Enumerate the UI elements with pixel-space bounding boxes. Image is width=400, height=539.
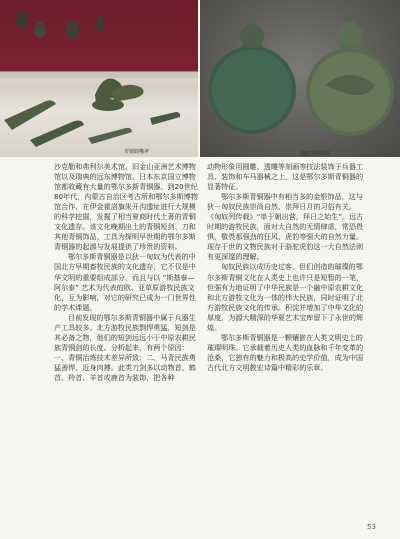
caption-left: 青铜鹤嘴斧	[124, 149, 150, 155]
paragraph: 沙克勒和弗利尔美术馆、旧金山亚洲艺术博物馆以及瑞典的远东博物馆、日本东京国立博物馆都收藏有大量的鄂尔多斯青铜器。到20世纪80年代，内蒙古自治区考古所和鄂尔多斯博物馆合作，在伊金霍洛旗朱开沟遗址进行大规模的科学挖掘，发掘了相当夏商时代土著的青铜文化遗存。该文化晚期出土的青铜短剑、刀和其他青铜饰品、工具为探明早世期的鄂尔多斯青铜器的起源与发展提供了珍贵的资料。	[54, 162, 198, 252]
text-column-left	[54, 162, 198, 383]
photo-bronze-crane-beak-axe	[0, 0, 198, 157]
paragraph: 动物形象用圆雕、透雕等刻画等技法装饰于兵器工具、装饰和车马器械之上，这是鄂尔多斯青铜器的显著特征。	[207, 162, 364, 192]
paragraph: 匈奴民族以成历史过客，但们创造的璀璨的鄂尔多斯青铜文化在人类史上也许只是短暂的一笔，但强有力地证明了中华民族是一个融中原农耕文化和北方游牧文化为一体的伟大民族，同时证明了北方游牧民族文化的传承。积淀并增加了中华文化的厚度，为源大精深的华夏艺术宝库留下了永世的辉煌。	[207, 262, 364, 332]
bronze-mirror-image	[200, 0, 400, 157]
caption-right: 骆驼虎纹铜镜	[300, 151, 331, 157]
photo-camel-tiger-bronze-mirror	[200, 0, 400, 157]
bronze-artifacts-image	[0, 0, 198, 157]
paragraph: 鄂尔多斯青铜器是一颗镶嵌在人类文明史上的璀璨明珠。它承载着历史人类的血脉和千年变革的沧桑，它独有的魅力和极高的史学价值，成为中国古代北方文明教宏诗篇中精彩的乐章。	[207, 332, 364, 372]
page-number: 53	[367, 523, 376, 531]
paragraph: 鄂尔多斯青铜器中有相当多的金银饰品，这与狄－匈奴民族崇尚自然、崇拜日月的习俗有关。《匈奴列传载》“单于朝出营，拜日之始生”。远古时期的游牧民族，面对大自然的无情肆虐，常恐畏惧，敬畏那强劲的狂风、虎豹等强大的自然力量。现存于世的文物民族对于骆驼虎豹这一大自然法则有更深邃的理解。	[207, 192, 364, 262]
text-column-right	[207, 162, 365, 373]
paragraph: 鄂尔多斯青铜器是以狄－匈奴为代表的中国北方早期畜牧民族的文化遗存，它不仅是中华文明的重要组成部分，而且与以 “斯基泰—阿尔泰” 艺术为代表的欧、亚草原游牧民族文化，互为影响，对它的研究已成为一门世界性的学术课题。	[54, 252, 196, 312]
paragraph: 目前发现的鄂尔多斯青铜器中属于兵器生产工具较多。北方游牧民族剽悍勇猛，短剑是其必备之物，他们的短剑远远小于中原农耕民族青铜剑的长度。分析起来，有两个原因：一、青铜冶炼技术差异所致；二、马背民族勇猛善悍、近身肉搏。此类刀剑多以动物首、鹤首、羚首、羊首或鹿首为装饰，把各种	[54, 312, 196, 382]
